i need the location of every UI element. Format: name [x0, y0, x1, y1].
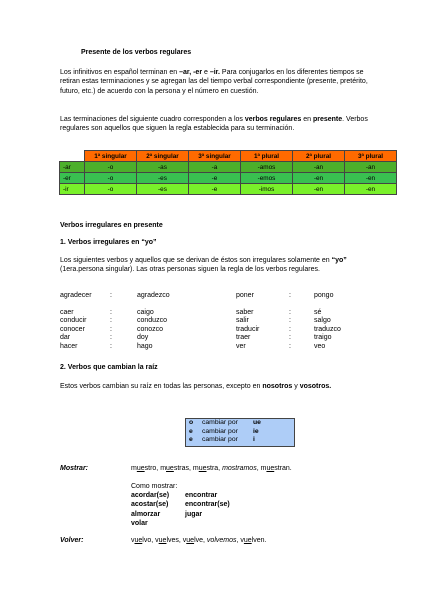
text-run: v	[131, 537, 135, 544]
header-cell: 3ª singular	[189, 151, 241, 162]
verb-separator: :	[110, 317, 112, 325]
text-run: ue	[166, 465, 174, 472]
stem-change-box	[185, 418, 295, 447]
text-run: lves, v	[166, 537, 187, 544]
ending-cell: -en	[345, 173, 397, 184]
ending-cell: -e	[189, 184, 241, 195]
como-mostrar-col1	[131, 491, 169, 529]
verb-infinitive: poner	[236, 292, 254, 299]
verb-separator: :	[110, 334, 112, 342]
volver-label: Volver:	[60, 537, 84, 544]
text-run: ue	[134, 537, 143, 544]
text-run: Estos verbos cambian su raíz en todas las personas, excepto en	[60, 383, 263, 390]
header-cell: 3ª plural	[345, 151, 397, 162]
text-run: lven.	[251, 537, 267, 544]
ending-cell: -o	[85, 184, 137, 195]
text-run: volvemos	[206, 537, 237, 544]
text-run: ue	[198, 465, 207, 472]
ending-cell: -o	[85, 162, 137, 173]
header-cell: 1ª plural	[241, 151, 293, 162]
verb-separator: :	[289, 292, 291, 299]
text-run: ue	[266, 465, 275, 472]
verb-infinitive: traer	[236, 334, 251, 342]
header-cell: 1ª singular	[85, 151, 137, 162]
corner-cell	[60, 151, 85, 162]
verb-yo-form: traduzco	[314, 325, 341, 333]
text-run: –ir.	[209, 69, 220, 76]
text-run: , m	[256, 465, 267, 472]
verb-separator: :	[289, 317, 291, 325]
text-run: stras, m	[173, 465, 199, 472]
conjugation-row-ir	[60, 184, 397, 195]
verb-item: volar	[131, 520, 148, 528]
text-run: . Verbos regulares son aquellos que siguen la regla establecida para su terminación.	[60, 116, 368, 133]
row-label: -ir	[60, 184, 85, 195]
stem-change-label: cambiar por	[202, 436, 238, 443]
verb-separator: :	[289, 309, 291, 316]
text-run: verbos regulares	[244, 116, 302, 123]
verb-yo-form: salgo	[314, 317, 331, 325]
stem-from: e	[189, 436, 193, 443]
text-run: en	[301, 116, 313, 123]
text-run: m	[131, 465, 137, 472]
verb-infinitive: saber	[236, 309, 254, 316]
verb-col1-inf	[60, 309, 86, 351]
verb-yo-form: conozco	[137, 325, 164, 333]
verb-infinitive: dar	[60, 334, 71, 342]
stem-change-row	[186, 419, 294, 428]
mostrar-label: Mostrar:	[60, 465, 89, 472]
stem-from: o	[189, 419, 194, 426]
ending-cell: -e	[189, 173, 241, 184]
verb-col2-yo	[314, 309, 341, 351]
ending-cell: -as	[137, 162, 189, 173]
intro-paragraph	[60, 68, 372, 96]
text-run: lvo, v	[142, 537, 159, 544]
como-mostrar-col2	[185, 491, 230, 519]
verb-separator: :	[110, 325, 112, 333]
header-cell: 2ª singular	[137, 151, 189, 162]
text-run: “yo”	[331, 257, 347, 264]
text-run: ue	[243, 537, 252, 544]
ending-cell: -en	[345, 184, 397, 195]
text-run: Los siguientes verbos y aquellos que se derivan de éstos son irregulares solamente en	[60, 257, 332, 264]
verb-infinitive: salir	[236, 317, 249, 325]
verb-yo-form: doy	[137, 334, 149, 342]
conjugation-header-row	[60, 151, 397, 162]
stem-change-row	[186, 428, 294, 437]
verb-item: jugar	[185, 510, 203, 518]
text-run: nosotros	[262, 383, 293, 390]
text-run: lve,	[194, 537, 207, 544]
verb-separator: :	[289, 334, 291, 342]
ending-cell: -es	[137, 173, 189, 184]
verb-separator: :	[110, 342, 112, 350]
como-mostrar-label: Como mostrar:	[131, 483, 178, 490]
header-cell: 2ª plural	[293, 151, 345, 162]
text-run: Para conjugarlos en los diferentes tiempos se retiran estas terminaciones y se agregan las del tiempo verbal correspondiente (presente, pretérito, futuro, etc.) de acuerdo con la persona y el número en cuestión.	[60, 69, 368, 95]
verb-yo-form: agradezco	[137, 292, 170, 299]
verb-infinitive: hacer	[60, 342, 78, 350]
ending-cell: -a	[189, 162, 241, 173]
stem-to: i	[253, 436, 255, 443]
conjugation-table	[59, 150, 397, 195]
verb-separator: :	[110, 309, 112, 316]
verb-infinitive: traducir	[236, 325, 260, 333]
stem-change-label: cambiar por	[202, 419, 238, 426]
text-run: stro, m	[144, 465, 167, 472]
verb-yo-form: hago	[137, 342, 153, 350]
text-run: presente	[312, 116, 343, 123]
verb-separator: :	[110, 292, 112, 299]
text-run: ue	[158, 537, 167, 544]
section1-paragraph	[60, 256, 376, 275]
ending-cell: -o	[85, 173, 137, 184]
conjugation-row-ar	[60, 162, 397, 173]
text-run: vosotros.	[299, 383, 332, 390]
stem-change-row	[186, 436, 294, 445]
verb-yo-form: veo	[314, 342, 326, 350]
page-title: Presente de los verbos regulares	[81, 49, 192, 56]
section2-heading: 2. Verbos que cambian la raíz	[60, 364, 158, 371]
verb-yo-form: conduzco	[137, 317, 167, 325]
row-label: -ar	[60, 162, 85, 173]
mostrar-forms	[131, 464, 292, 473]
text-run: y	[292, 383, 300, 390]
stem-to: ue	[253, 419, 261, 426]
verb-separator: :	[289, 325, 291, 333]
stem-to: ie	[253, 427, 259, 435]
text-run: e	[202, 69, 210, 76]
ending-cell: -an	[293, 162, 345, 173]
verb-col2-sep	[289, 309, 291, 351]
stem-from: e	[189, 427, 193, 435]
verb-infinitive: conocer	[60, 325, 85, 333]
row-label: -er	[60, 173, 85, 184]
ending-cell: -en	[293, 184, 345, 195]
verb-col2-inf	[236, 309, 259, 351]
volver-forms	[131, 536, 266, 545]
section2-paragraph	[60, 382, 376, 391]
verb-item: acostar(se)	[131, 501, 169, 509]
ending-cell: -an	[345, 162, 397, 173]
verb-infinitive: conducir	[60, 317, 87, 325]
table-intro-paragraph	[60, 115, 372, 134]
text-run: mostramos	[222, 465, 257, 472]
ending-cell: -emos	[241, 173, 293, 184]
conjugation-row-er	[60, 173, 397, 184]
ending-cell: -es	[137, 184, 189, 195]
irregular-heading: Verbos irregulares en presente	[60, 222, 163, 229]
verb-yo-form: pongo	[314, 292, 334, 299]
verb-item: acordar(se)	[131, 492, 170, 499]
text-run: ue	[186, 537, 195, 544]
verb-infinitive: ver	[236, 342, 246, 350]
ending-cell: -en	[293, 173, 345, 184]
verb-item: encontrar	[185, 492, 218, 499]
verb-item: almorzar	[131, 510, 161, 518]
text-run: Las terminaciones del siguiente cuadro corresponden a los	[60, 116, 245, 123]
ending-cell: -amos	[241, 162, 293, 173]
verb-yo-form: caigo	[137, 309, 154, 316]
verb-col1-sep	[110, 309, 112, 351]
text-run: stra,	[206, 465, 223, 472]
text-run: Los infinitivos en español terminan en	[60, 69, 180, 76]
text-run: stran.	[274, 465, 292, 472]
text-run: (1era.persona singular). Las otras personas siguen la regla de los verbos regulares.	[60, 266, 320, 274]
stem-change-label: cambiar por	[202, 427, 238, 435]
text-run: , v	[236, 537, 244, 544]
verb-yo-form: sé	[314, 309, 322, 316]
verb-separator: :	[289, 342, 291, 350]
section1-heading: 1. Verbos irregulares en “yo”	[60, 239, 157, 246]
text-run: –ar, -er	[179, 69, 203, 76]
verb-infinitive: caer	[60, 309, 74, 316]
verb-col1-yo	[137, 309, 167, 351]
text-run: ue	[136, 465, 145, 472]
ending-cell: -imos	[241, 184, 293, 195]
verb-item: encontrar(se)	[185, 501, 230, 509]
verb-yo-form: traigo	[314, 334, 332, 342]
verb-list	[60, 309, 360, 354]
verb-infinitive: agradecer	[60, 292, 92, 299]
